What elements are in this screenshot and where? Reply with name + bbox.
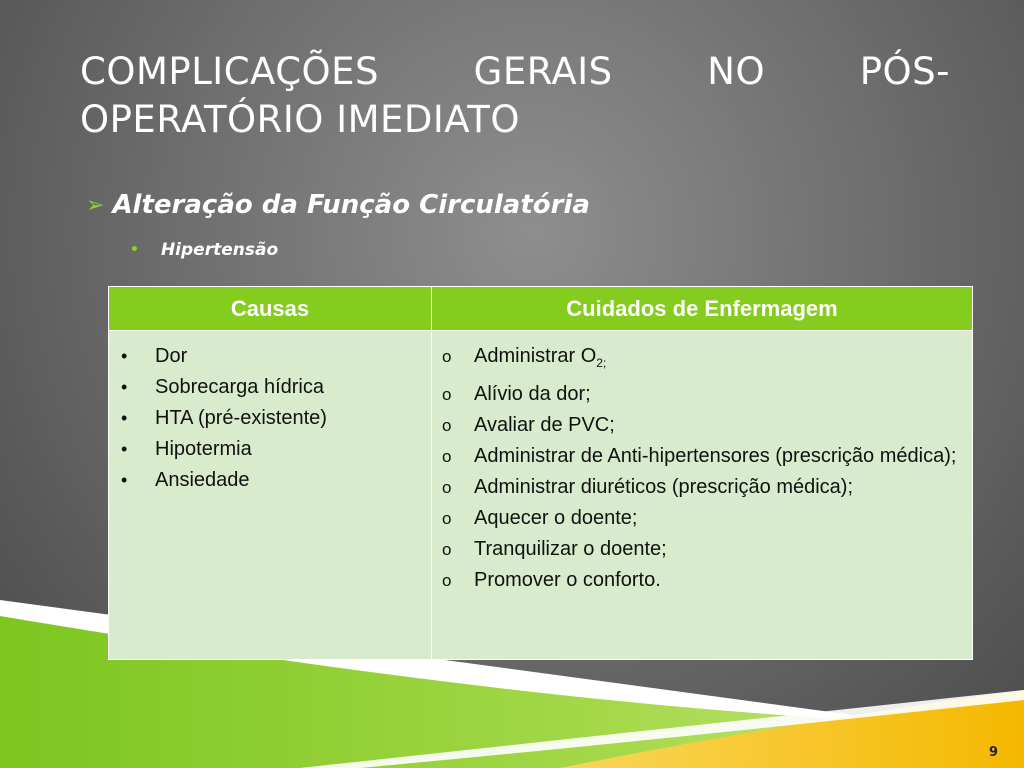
care-item-text: Administrar de Anti-hipertensores (prescrição médica); (474, 445, 957, 467)
care-item (440, 341, 966, 379)
bullet-icon: • (121, 408, 128, 428)
slide-title-line2: OPERATÓRIO IMEDIATO (80, 98, 520, 141)
care-item (440, 503, 966, 534)
bullet-icon: • (121, 439, 128, 459)
circle-bullet-icon: o (442, 385, 452, 404)
title-word: COMPLICAÇÕES (80, 50, 380, 93)
care-table (108, 286, 973, 660)
bullet-level2-text: Hipertensão (160, 240, 279, 260)
causes-cell (109, 331, 432, 660)
bullet-icon: • (121, 470, 128, 490)
page-number: 9 (988, 745, 998, 760)
care-item (440, 410, 966, 441)
care-first-subscript: 2; (596, 356, 607, 370)
circle-bullet-icon: o (442, 478, 452, 497)
care-first-text: Administrar O (474, 345, 597, 367)
bullet-level2 (130, 240, 278, 260)
care-item (440, 379, 966, 410)
header-causas: Causas (109, 287, 432, 331)
circle-bullet-icon: o (442, 347, 452, 366)
title-word: NO (707, 50, 766, 93)
table-body-row (109, 331, 973, 660)
care-item (440, 534, 966, 565)
circle-bullet-icon: o (442, 416, 452, 435)
care-item-text: Aquecer o doente; (474, 507, 638, 529)
header-cuidados: Cuidados de Enfermagem (432, 287, 973, 331)
cause-item (117, 403, 425, 434)
circle-bullet-icon: o (442, 571, 452, 590)
cause-item-text: HTA (pré-existente) (155, 407, 327, 429)
care-item-text: Avaliar de PVC; (474, 414, 615, 436)
care-item-text: Tranquilizar o doente; (474, 538, 667, 560)
cause-item-text: Hipotermia (155, 438, 252, 460)
title-word: GERAIS (473, 50, 613, 93)
care-item (440, 565, 966, 596)
cause-item (117, 341, 425, 372)
care-item-text: Promover o conforto. (474, 569, 661, 591)
care-item-text: Administrar diuréticos (prescrição médica); (474, 476, 854, 498)
bullet-icon: • (121, 346, 128, 366)
circle-bullet-icon: o (442, 540, 452, 559)
title-word: PÓS- (859, 50, 950, 93)
cause-item-text: Ansiedade (155, 469, 250, 491)
table-header-row (109, 287, 973, 331)
bullet-icon: • (121, 377, 128, 397)
circle-bullet-icon: o (442, 447, 452, 466)
circle-bullet-icon: o (442, 509, 452, 528)
care-item (440, 472, 966, 503)
bullet-level1-text: Alteração da Função Circulatória (112, 190, 590, 220)
slide-title-line1 (80, 48, 950, 96)
arrow-right-icon: ➢ (86, 192, 105, 218)
cause-item-text: Sobrecarga hídrica (155, 376, 324, 398)
slide-title (80, 48, 950, 144)
cares-cell (432, 331, 973, 660)
care-item (440, 441, 966, 472)
cause-item-text: Dor (155, 345, 188, 367)
cause-item (117, 372, 425, 403)
care-item-text: Alívio da dor; (474, 383, 591, 405)
bullet-level1 (86, 190, 590, 220)
cause-item (117, 434, 425, 465)
cares-list (440, 341, 966, 596)
dot-icon: • (130, 242, 139, 258)
care-item-text (474, 341, 966, 379)
causes-list (117, 341, 425, 496)
cause-item (117, 465, 425, 496)
